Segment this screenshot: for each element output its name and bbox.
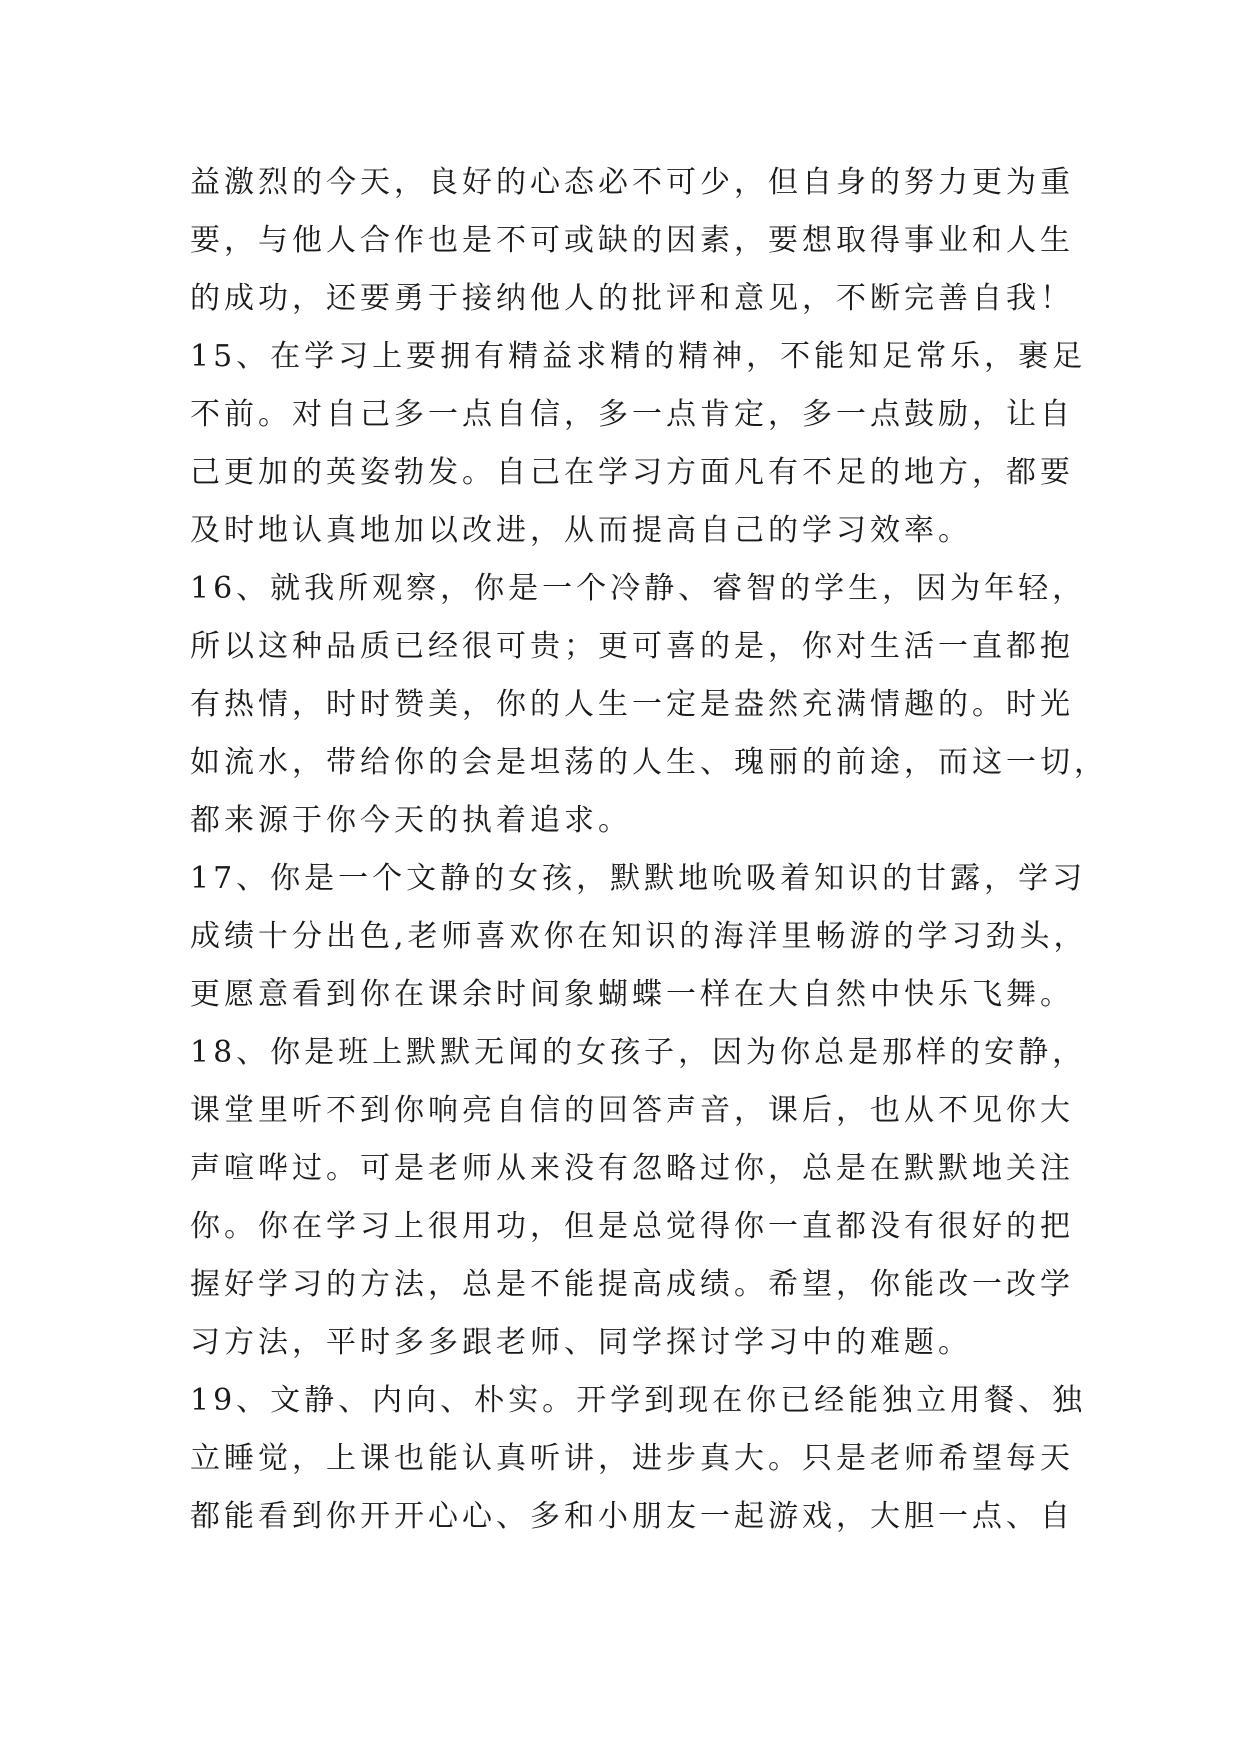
text-line: 要，与他人合作也是不可或缺的因素，要想取得事业和人生 — [190, 223, 1074, 258]
text-line: 及时地认真地加以改进，从而提高自己的学习效率。 — [190, 513, 972, 548]
text-line: 19、文静、内向、朴实。开学到现在你已经能独立用餐、独 — [190, 1383, 1087, 1418]
text-line: 你。你在学习上很用功，但是总觉得你一直都没有很好的把 — [190, 1209, 1074, 1244]
text-line: 18、你是班上默默无闻的女孩子，因为你总是那样的安静， — [190, 1035, 1087, 1070]
text-line: 更愿意看到你在课余时间象蝴蝶一样在大自然中快乐飞舞。 — [190, 977, 1074, 1012]
text-line: 都来源于你今天的执着追求。 — [190, 803, 632, 838]
text-line: 17、你是一个文静的女孩，默默地吮吸着知识的甘露，学习 — [190, 861, 1087, 896]
text-line: 16、就我所观察，你是一个冷静、睿智的学生，因为年轻， — [190, 571, 1087, 606]
document-body — [190, 154, 1108, 1546]
text-line: 立睡觉，上课也能认真听讲，进步真大。只是老师希望每天 — [190, 1441, 1074, 1476]
text-line: 握好学习的方法，总是不能提高成绩。希望，你能改一改学 — [190, 1267, 1074, 1302]
text-line: 都能看到你开开心心、多和小朋友一起游戏，大胆一点、自 — [190, 1499, 1074, 1534]
text-line: 有热情，时时赞美，你的人生一定是盎然充满情趣的。时光 — [190, 687, 1074, 722]
text-line: 己更加的英姿勃发。自己在学习方面凡有不足的地方，都要 — [190, 455, 1074, 490]
text-line: 如流水，带给你的会是坦荡的人生、瑰丽的前途，而这一切， — [190, 745, 1108, 780]
text-line: 15、在学习上要拥有精益求精的精神，不能知足常乐，裹足 — [190, 339, 1087, 374]
text-line: 益激烈的今天，良好的心态必不可少，但自身的努力更为重 — [190, 165, 1074, 200]
text-line: 习方法，平时多多跟老师、同学探讨学习中的难题。 — [190, 1325, 972, 1360]
text-line: 声喧哗过。可是老师从来没有忽略过你，总是在默默地关注 — [190, 1151, 1074, 1186]
text-line: 课堂里听不到你响亮自信的回答声音，课后，也从不见你大 — [190, 1093, 1074, 1128]
text-line: 不前。对自己多一点自信，多一点肯定，多一点鼓励，让自 — [190, 397, 1074, 432]
text-line: 的成功，还要勇于接纳他人的批评和意见，不断完善自我！ — [190, 281, 1074, 316]
text-line: 所以这种品质已经很可贵；更可喜的是，你对生活一直都抱 — [190, 629, 1074, 664]
text-line: 成绩十分出色,老师喜欢你在知识的海洋里畅游的学习劲头， — [190, 919, 1088, 954]
